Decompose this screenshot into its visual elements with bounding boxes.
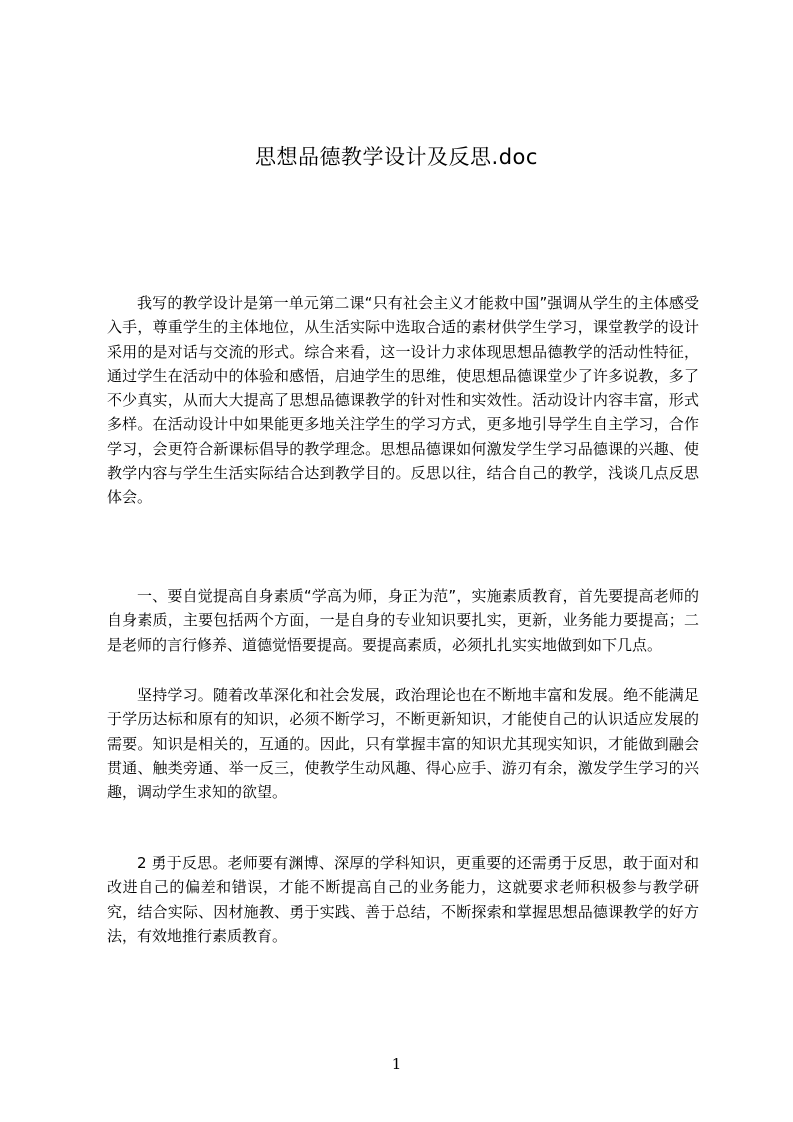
paragraph-teaching-design: 我写的教学设计是第一单元第二课“只有社会主义才能救中国”强调从学生的主体感受入手，尊重学生的主体地位，从生活实际中选取合适的素材供学生学习，课堂教学的设计采用的是对话与交流的形式。综合来看，这一设计力求体现思想品德教学的活动性特征，通过学生在活动中的体验和感悟，启迪学生的思维，使思想品德课堂少了许多说教，多了不少真实，从而大大提高了思想品德课教学的针对性和实效性。活动设计内容丰富，形式多样。在活动设计中如果能更多地关注学生的学习方式，更多地引导学生自主学习，合作学习，会更符合新课标倡导的教学理念。思想品德课如何激发学生学习品德课的兴趣、使教学内容与学生生活实际结合达到教学目的。反思以往，结合自己的教学，浅谈几点反思体会。 — [107, 294, 699, 507]
paragraph-keep-learning: 坚持学习。随着改革深化和社会发展，政治理论也在不断地丰富和发展。绝不能满足于学历达标和原有的知识，必须不断学习，不断更新知识，才能使自己的认识适应发展的需要。知识是相关的，互通的。因此，只有掌握丰富的知识尤其现实知识，才能做到融会贯通、触类旁通、举一反三，使教学生动风趣、得心应手、游刃有余，激发学生学习的兴趣，调动学生求知的欲望。 — [107, 686, 699, 802]
paragraph-self-quality: 一、要自觉提高自身素质“学高为师，身正为范”，实施素质教育，首先要提高老师的自身素质，主要包括两个方面，一是自身的专业知识要扎实，更新，业务能力要提高；二是老师的言行修养、道德觉悟要提高。要提高素质，必须扎扎实实地做到如下几点。 — [107, 587, 699, 654]
paragraph-reflection: 2 勇于反思。老师要有渊博、深厚的学科知识，更重要的还需勇于反思，敢于面对和改进自己的偏差和错误，才能不断提高自己的业务能力，这就要求老师积极参与教学研究，结合实际、因材施教、勇于实践、善于总结，不断探索和掌握思想品德课教学的好方法，有效地推行素质教育。 — [107, 854, 699, 945]
document-title: 思想品德教学设计及反思.doc — [255, 145, 538, 169]
page-number: 1 — [391, 1055, 402, 1073]
